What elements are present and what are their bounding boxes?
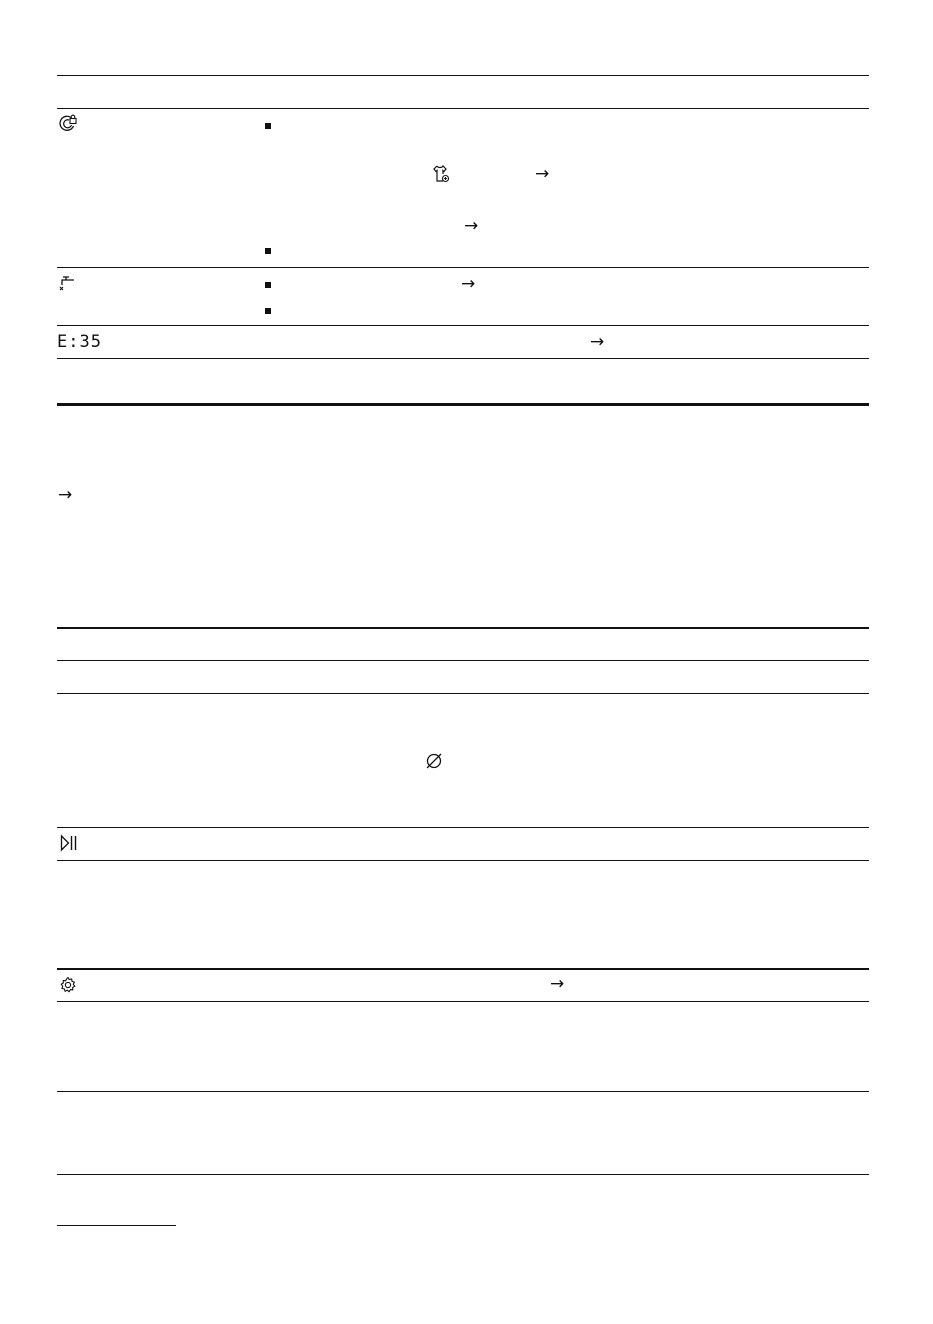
arrow-icon: → [464,216,479,236]
table1-row-rule [57,267,869,268]
crossed-circle-icon [425,752,443,770]
shirt-care-icon [432,165,452,183]
table2-header-rule [57,660,869,661]
arrow-icon: → [461,274,476,294]
table2-row-rule [57,860,869,861]
arrow-icon: → [58,485,73,505]
table2-row-rule [57,827,869,828]
footnote-rule [57,1225,176,1226]
table1-row-rule [57,325,869,326]
list-bullet [265,308,271,314]
table1-header-rule [57,108,869,109]
table1-top-rule [57,75,869,76]
display-code-icon: E:35 [57,332,102,352]
gear-icon [59,976,77,994]
arrow-icon: → [535,164,550,184]
arrow-icon: → [550,974,565,994]
table2-row-rule [57,693,869,694]
play-pause-icon [60,835,80,851]
table2-row-rule [57,968,869,970]
spin-lock-icon [58,114,78,132]
table1-bottom-rule [57,358,869,359]
table2-bottom-rule [57,1174,869,1175]
table2-row-rule [57,1001,869,1002]
list-bullet [265,123,271,129]
list-bullet [265,282,271,288]
list-bullet [265,248,271,254]
table2-top-rule [57,627,869,629]
arrow-icon: → [590,332,605,352]
table2-row-rule [57,1091,869,1092]
section-rule [57,403,869,406]
water-tap-icon [58,273,78,293]
